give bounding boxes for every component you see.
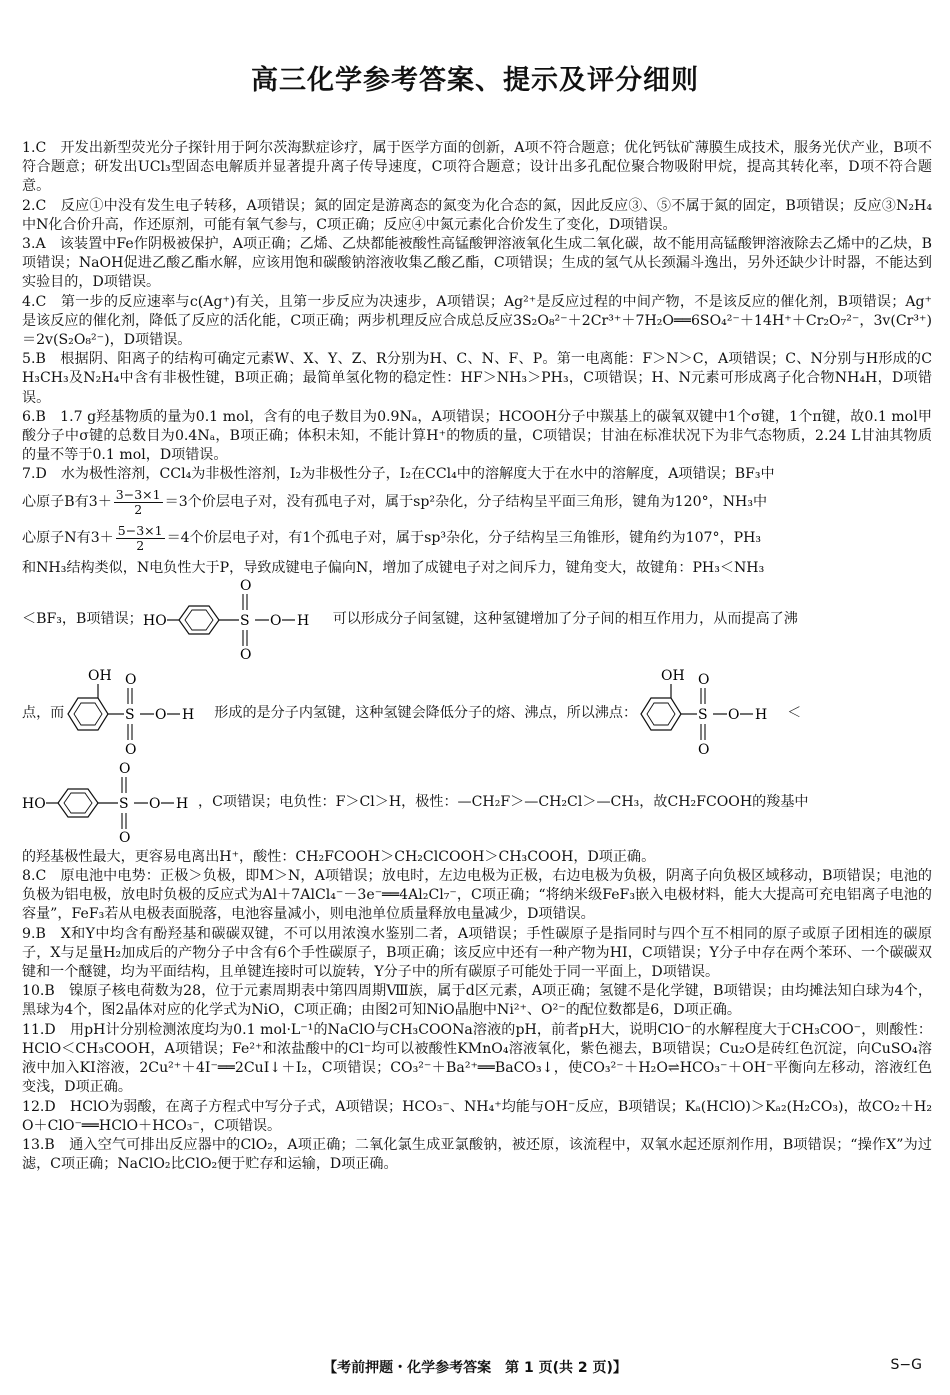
- o-atom-bottom: O: [125, 741, 137, 758]
- fraction-b-numerator: 3−3×1: [115, 487, 161, 503]
- ho-label: HO: [22, 795, 46, 812]
- page-footer: [0, 1357, 950, 1381]
- o-atom-mid: O: [155, 706, 167, 723]
- o-atom-mid: O: [269, 612, 282, 629]
- answer-item-6: 6.B 1.7 g羟基物质的量为0.1 mol，含有的电子数目为0.9Nₐ，A项错误；HCOOH分子中羰基上的碳氧双键中1个σ键，1个π键，故0.1 mol甲酸分子中σ键的总数目为0.4Nₐ，B项正确；体积未知，不能计算H⁺的物质的量，C项错误；甘油在标准状况下为非气态物质，2.24 L甘油其物质的量不等于0.1 mol，D项错误。: [22, 408, 932, 464]
- ho-label: HO: [142, 612, 167, 629]
- answer-7-line-e: [22, 578, 932, 662]
- answer-7-c-text1: 心原子N有3＋: [22, 530, 114, 547]
- page-title: 高三化学参考答案、提示及评分细则: [251, 65, 699, 96]
- ortho-hydroxybenzenesulfonic-acid-structure: [64, 666, 214, 762]
- s-atom: S: [125, 706, 135, 723]
- s-atom: S: [119, 795, 129, 812]
- h-atom: H: [176, 795, 189, 812]
- answer-7-g-text2: ，C项错误；电负性：F＞Cl＞H，极性：—CH₂F＞—CH₂Cl＞—CH₃，故CH₂FCOOH的羧基中: [198, 794, 809, 811]
- answer-7-line-a: 7.D 水为极性溶剂，CCl₄为非极性溶剂，I₂为非极性分子，I₂在CCl₄中的溶解度大于在水中的溶解度，A项错误；BF₃中: [22, 466, 775, 483]
- para-hydroxybenzenesulfonic-acid-structure-2: [22, 762, 198, 844]
- answer-7-line-g: [22, 762, 932, 844]
- answer-item-9: 9.B X和Y中均含有酚羟基和碳碳双键，不可以用浓溴水鉴别二者，A项错误；手性碳原子是指同时与四个互不相同的原子或原子团相连的碳原子，X与足量H₂加成后的产物分子中含有6个手性碳原子，B项正确；该反应中还有一种产物为HI，C项错误；Y分子中存在两个苯环、一个碳碳双键和一个醚键，均为平面结构，且单键连接时可以旋转，Y分子中的所有碳原子可能处于同一平面上，D项错误。: [22, 925, 932, 981]
- answer-7-f-text1: 点，而: [22, 705, 65, 722]
- answer-item-8: 8.C 原电池中电势：正极＞负极，即M＞N，A项错误；放电时，左边电极为正极，右边电极为负极，阴离子向负极区域移动，B项错误；电池的负极为铝电极，放电时负极的反应式为Al＋7AlCl₄⁻－3e⁻══4Al₂Cl₇⁻，C项正确；“将纳米级FeF₃嵌入电极材料，能大大提高可充电铝离子电池的容量”，FeF₃若从电极表面脱落，电池容量减小，则电池单位质量释放电量减少，D项错误。: [22, 868, 932, 923]
- oh-label: OH: [661, 667, 685, 684]
- o-atom-top: O: [125, 671, 137, 688]
- fraction-c-denominator: 2: [136, 538, 145, 554]
- o-atom-bottom: O: [119, 829, 131, 844]
- o-atom-bottom: O: [698, 741, 710, 758]
- s-atom: S: [698, 706, 708, 723]
- oh-label: OH: [88, 667, 112, 684]
- answer-7-line-h: 的羟基极性最大，更容易电离出H⁺，酸性：CH₂FCOOH＞CH₂ClCOOH＞CH₃COOH，D项正确。: [22, 848, 656, 865]
- answer-item-11: 11.D 用pH计分别检测浓度均为0.1 mol·L⁻¹的NaClO与CH₃COONa溶液的pH，前者pH大，说明ClO⁻的水解程度大于CH₃COO⁻，则酸性：HClO＜CH₃COOH，A项错误；Fe²⁺和浓盐酸中的Cl⁻均可以被酸性KMnO₄溶液氧化，紫色褪去，B项错误；Cu₂O是砖红色沉淀，向CuSO₄溶液中加入KI溶液，2Cu²⁺＋4I⁻══2CuI↓＋I₂，C项错误；CO₃²⁻＋Ba²⁺══BaCO₃↓，使CO₃²⁻＋H₂O⇌HCO₃⁻＋OH⁻平衡向左移动，溶液红色变浅，D项正确。: [22, 1021, 932, 1096]
- o-atom-mid: O: [149, 795, 161, 812]
- answer-7-f-text3: ＜: [787, 705, 802, 722]
- o-atom-mid: O: [728, 706, 740, 723]
- answer-7-b-text1: 心原子B有3＋: [22, 494, 112, 511]
- answer-item-2: 2.C 反应①中没有发生电子转移，A项错误；氮的固定是游离态的氮变为化合态的氮，因此反应③、⑤不属于氮的固定，B项错误；反应③N₂H₄中N化合价升高，作还原剂，可能有氧气参与，C项正确；反应④中氮元素化合价发生了变化，D项错误。: [22, 197, 932, 233]
- h-atom: H: [182, 706, 195, 723]
- answer-item-1: 1.C 开发出新型荧光分子探针用于阿尔茨海默症诊疗，属于医学方面的创新，A项不符合题意；优化钙钛矿薄膜生成技术，服务光伏产业，B项不符合题意；研发出UCl₃型固态电解质并显著提升离子传导速度，C项符合题意；设计出多孔配位聚合物吸附甲烷，提高其转化率，D项不符合题意。: [22, 140, 932, 195]
- answer-7-b-text2: ＝3个价层电子对，没有孤电子对，属于sp²杂化，分子结构呈平面三角形，键角为120°，NH₃中: [164, 494, 768, 511]
- o-atom-top: O: [239, 577, 252, 594]
- footer-code: S−G: [890, 1357, 922, 1373]
- fraction-c-numerator: 5−3×1: [117, 523, 163, 539]
- answer-item-4: 4.C 第一步的反应速率与c(Ag⁺)有关，且第一步反应为决速步，A项错误；Ag²⁺是反应过程的中间产物，不是该反应的催化剂，B项错误；Ag⁺是该反应的催化剂，降低了反应的活化能，C项正确；两步机理反应合成总反应3S₂O₈²⁻＋2Cr³⁺＋7H₂O══6SO₄²⁻＋14H⁺＋Cr₂O₇²⁻，3v(Cr³⁺)＝2v(S₂O₈²⁻)，D项错误。: [22, 293, 932, 349]
- answer-list: [22, 139, 932, 1174]
- answer-7-line-c: [22, 521, 932, 557]
- h-atom: H: [296, 612, 309, 629]
- o-atom-top: O: [698, 671, 710, 688]
- s-atom: S: [239, 612, 250, 629]
- ortho-hydroxybenzenesulfonic-acid-structure-2: [637, 666, 787, 762]
- fraction-b-denominator: 2: [134, 502, 143, 518]
- h-atom: H: [755, 706, 768, 723]
- fraction-c: [116, 524, 165, 553]
- answer-7-line-b: [22, 485, 932, 521]
- answer-7-e-text1: ＜BF₃，B项错误；: [22, 611, 143, 628]
- answer-7-f-text2: 形成的是分子内氢键，这种氢键会降低分子的熔、沸点，所以沸点：: [214, 705, 638, 722]
- answer-7-c-text2: ＝4个价层电子对，有1个孤电子对，属于sp³杂化，分子结构呈三角锥形，键角约为107°，PH₃: [166, 530, 762, 547]
- answer-item-13: 13.B 通入空气可排出反应器中的ClO₂，A项正确；二氧化氯生成亚氯酸钠，被还原，该流程中，双氧水起还原剂作用，B项错误；“操作X”为过滤，C项正确；NaClO₂比ClO₂便于贮存和运输，D项正确。: [22, 1136, 932, 1173]
- para-hydroxybenzenesulfonic-acid-structure: [143, 578, 333, 662]
- answer-item-7: [22, 465, 932, 867]
- o-atom-bottom: O: [239, 646, 252, 662]
- answer-item-10: 10.B 镍原子核电荷数为28，位于元素周期表中第四周期Ⅷ族，属于d区元素，A项正确；氢键不是化学键，B项错误；由均摊法知白球为4个，黑球为4个，图2晶体对应的化学式为NiO，C项正确；由图2可知NiO晶胞中Ni²⁺、O²⁻的配位数都是6，D项正确。: [22, 983, 932, 1019]
- fraction-b: [114, 488, 163, 517]
- answer-7-line-d: 和NH₃结构类似，N电负性大于P，导致成键电子偏向N，增加了成键电子对之间斥力，键角变大，故键角：PH₃＜NH₃: [22, 559, 765, 576]
- o-atom-top: O: [119, 761, 131, 777]
- answer-7-line-f: [22, 666, 932, 762]
- answer-item-12: 12.D HClO为弱酸，在离子方程式中写分子式，A项错误；HCO₃⁻、NH₄⁺均能与OH⁻反应，B项错误；Kₐ(HClO)＞Kₐ₂(H₂CO₃)，故CO₂＋H₂O＋ClO⁻══HClO＋HCO₃⁻，C项错误。: [22, 1098, 932, 1134]
- answer-item-5: 5.B 根据阴、阳离子的结构可确定元素W、X、Y、Z、R分别为H、C、N、F、P。第一电离能：F＞N＞C，A项错误；C、N分别与H形成的CH₃CH₃及N₂H₄中含有非极性键，B项正确；最简单氢化物的稳定性：HF＞NH₃＞PH₃，C项错误；H、N元素可形成离子化合物NH₄H，D项错误。: [22, 351, 932, 406]
- footer-page-info: 【考前押题・化学参考答案 第 1 页(共 2 页)】: [323, 1360, 627, 1376]
- answer-7-e-text2: 可以形成分子间氢键，这种氢键增加了分子间的相互作用力，从而提高了沸: [332, 611, 798, 628]
- answer-item-3: 3.A 该装置中Fe作阴极被保护，A项正确；乙烯、乙炔都能被酸性高锰酸钾溶液氧化生成二氧化碳，故不能用高锰酸钾溶液除去乙烯中的乙炔，B项错误；NaOH促进乙酸乙酯水解，应该用饱和碳酸钠溶液收集乙酸乙酯，C项错误；生成的氢气从长颈漏斗逸出，另外还缺少计时器，不能达到实验目的，D项错误。: [22, 236, 932, 291]
